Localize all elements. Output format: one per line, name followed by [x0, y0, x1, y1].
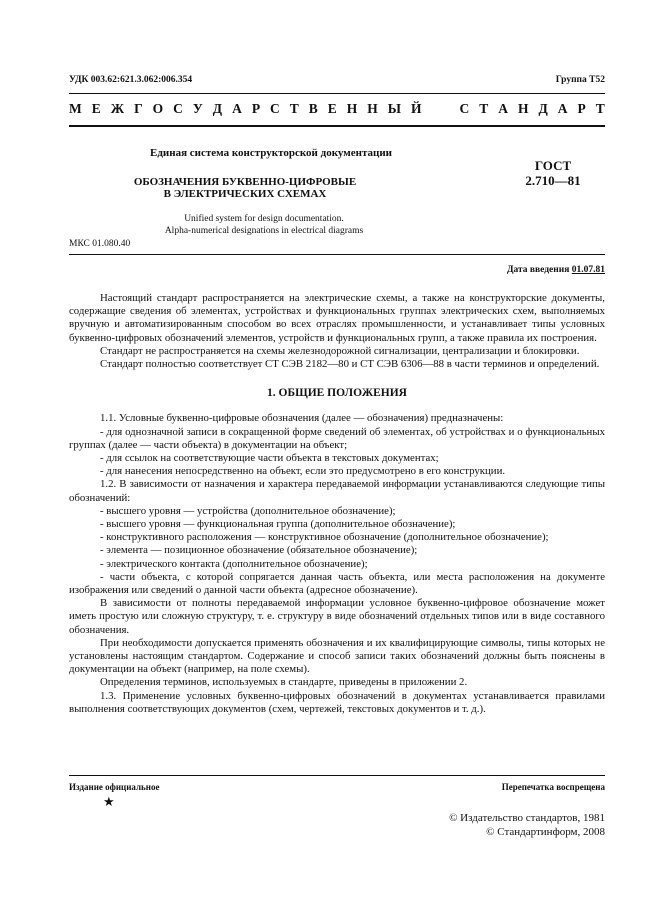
- banner-letter: А: [498, 101, 508, 116]
- banner-letter: А: [557, 101, 568, 116]
- document-body: [69, 292, 605, 716]
- paragraph: Стандарт не распространяется на схемы железнодорожной сигнализации, централизации и блокировки.: [100, 344, 580, 357]
- interstate-standard-banner: [69, 101, 605, 117]
- banner-letter: В: [308, 101, 318, 116]
- paragraph: Определения терминов, используемых в стандарте, приведены в приложении 2.: [100, 676, 468, 689]
- gost-label: ГОСТ: [534, 158, 572, 173]
- banner-letter: Р: [577, 101, 586, 116]
- list-item: - высшего уровня — устройства (дополнительное обозначение);: [100, 504, 396, 517]
- banner-letter: Д: [212, 101, 223, 116]
- banner-letter: М: [69, 101, 82, 116]
- intro-date-label: Дата введения: [506, 265, 570, 275]
- group-code: Группа Т52: [555, 75, 605, 85]
- banner-gap: [432, 101, 450, 117]
- list-item: - для однозначной записи в сокращенной форме сведений об элементах, об устройствах и о функциональных группах (далее — части объекта) в документации на объект;: [69, 425, 605, 451]
- gost-designation: [518, 158, 588, 188]
- banner-letter: Е: [91, 101, 101, 116]
- list-item: - части объекта, с которой сопрягается данная часть объекта, или места расположения на документе изображения или сведений о данной части объекта (адресное обозначение).: [69, 570, 605, 597]
- list-item: - элемента — позиционное обозначение (обязательное обозначение);: [100, 544, 418, 557]
- list-item: - для нанесения непосредственно на объект, если это предусмотрено в его конструкции.: [100, 465, 506, 478]
- intro-date-value: 01.07.81: [571, 265, 605, 275]
- banner-letter: Е: [327, 101, 337, 116]
- paragraph: 1.3. Применение условных буквенно-цифровых обозначений в документах устанавливается правилами выполнения соответствующих документов (схем, чертежей, текстовых документов и т. д.).: [69, 689, 605, 715]
- banner-letter: Н: [367, 101, 378, 116]
- paragraph: Настоящий стандарт распространяется на электрические схемы, а также на конструкторские документы, содержащие сведения об элементах, устройствах и функциональных группах электрических схем, выполняемых вручную и автоматизированным способом во всех отраслях промышленности, и устанавливает типы условных буквенно-цифровых обозначений элементов, устройств и функциональных групп, а также правила их построения.: [69, 292, 605, 344]
- esk-subtitle: Единая система конструкторской документации: [150, 147, 392, 159]
- paragraph: При необходимости допускается применять обозначения и их квалифицирующие символы, типы которых не установлены настоящим стандартом. Содержание и способ записи таких обозначений должны быть пояснены в документации на объект (например, на поле схемы).: [69, 636, 605, 676]
- intro-date: [507, 265, 605, 275]
- banner-letter: Н: [517, 101, 529, 116]
- udk-code: УДК 003.62:621.3.062:006.354: [69, 75, 193, 85]
- copyright-1981: © Издательство стандартов, 1981: [449, 812, 605, 824]
- banner-letter: С: [459, 101, 470, 116]
- list-item: - конструктивного расположения — конструктивное обозначение (дополнительное обозначение);: [100, 531, 549, 544]
- paragraph: Стандарт полностью соответствует СТ СЭВ 2182—80 и СТ СЭВ 6306—88 в части терминов и определений.: [100, 358, 600, 371]
- paragraph: 1.2. В зависимости от назначения и характера передаваемой информации устанавливаются следующие типы обозначений:: [69, 478, 605, 504]
- banner-letter: С: [270, 101, 280, 116]
- english-title-line-2: Alpha-numerical designations in electrical diagrams: [164, 226, 364, 236]
- title-rule: [69, 254, 605, 255]
- section-heading: 1. ОБЩИЕ ПОЛОЖЕНИЯ: [267, 387, 407, 400]
- english-title-line-1: Unified system for design documentation.: [184, 214, 344, 224]
- banner-letter: Р: [251, 101, 261, 116]
- banner-letter: Г: [134, 101, 143, 116]
- footer-rule: [69, 775, 605, 776]
- paragraph: В зависимости от полноты передаваемой информации условное буквенно-цифровое обозначение может иметь простую или сложную структуру, т. е. структуру в виде обозначений отдельных типов или в виде составного обозначения.: [69, 597, 605, 636]
- banner-letter: О: [152, 101, 164, 116]
- list-item: - электрического контакта (дополнительное обозначение);: [100, 557, 368, 570]
- banner-letter: Т: [479, 101, 489, 116]
- document-title: [120, 176, 370, 200]
- list-item: - высшего уровня — функциональная группа (дополнительное обозначение);: [100, 518, 456, 531]
- star-icon: ★: [103, 794, 115, 809]
- banner-letter: Д: [538, 101, 548, 116]
- official-edition: Издание официальное: [69, 782, 160, 792]
- banner-letter: Ж: [110, 101, 125, 116]
- paragraph: 1.1. Условные буквенно-цифровые обозначения (далее — обозначения) предназначены:: [100, 412, 504, 425]
- banner-letter: У: [192, 101, 203, 116]
- banner-letter: С: [173, 101, 183, 116]
- banner-letter: Т: [595, 101, 605, 116]
- gost-number: 2.710—81: [525, 173, 581, 188]
- list-item: - для ссылок на соответствующие части объекта в текстовых документах;: [100, 452, 439, 465]
- banner-letter: Н: [346, 101, 358, 116]
- banner-letter: Ы: [387, 101, 402, 116]
- title-line-2: В ЭЛЕКТРИЧЕСКИХ СХЕМАХ: [163, 188, 327, 200]
- banner-letter: Т: [289, 101, 299, 116]
- title-line-1: ОБОЗНАЧЕНИЯ БУКВЕННО-ЦИФРОВЫЕ: [133, 176, 357, 188]
- banner-letter: А: [232, 101, 242, 116]
- reprint-prohibited: Перепечатка воспрещена: [501, 782, 605, 792]
- banner-rule-thick: [69, 125, 605, 127]
- english-title: [130, 213, 398, 237]
- banner-letter: Й: [411, 101, 422, 116]
- copyright-2008: © Стандартинформ, 2008: [486, 826, 605, 838]
- mks-code: МКС 01.080.40: [69, 239, 131, 249]
- top-rule: [69, 93, 605, 94]
